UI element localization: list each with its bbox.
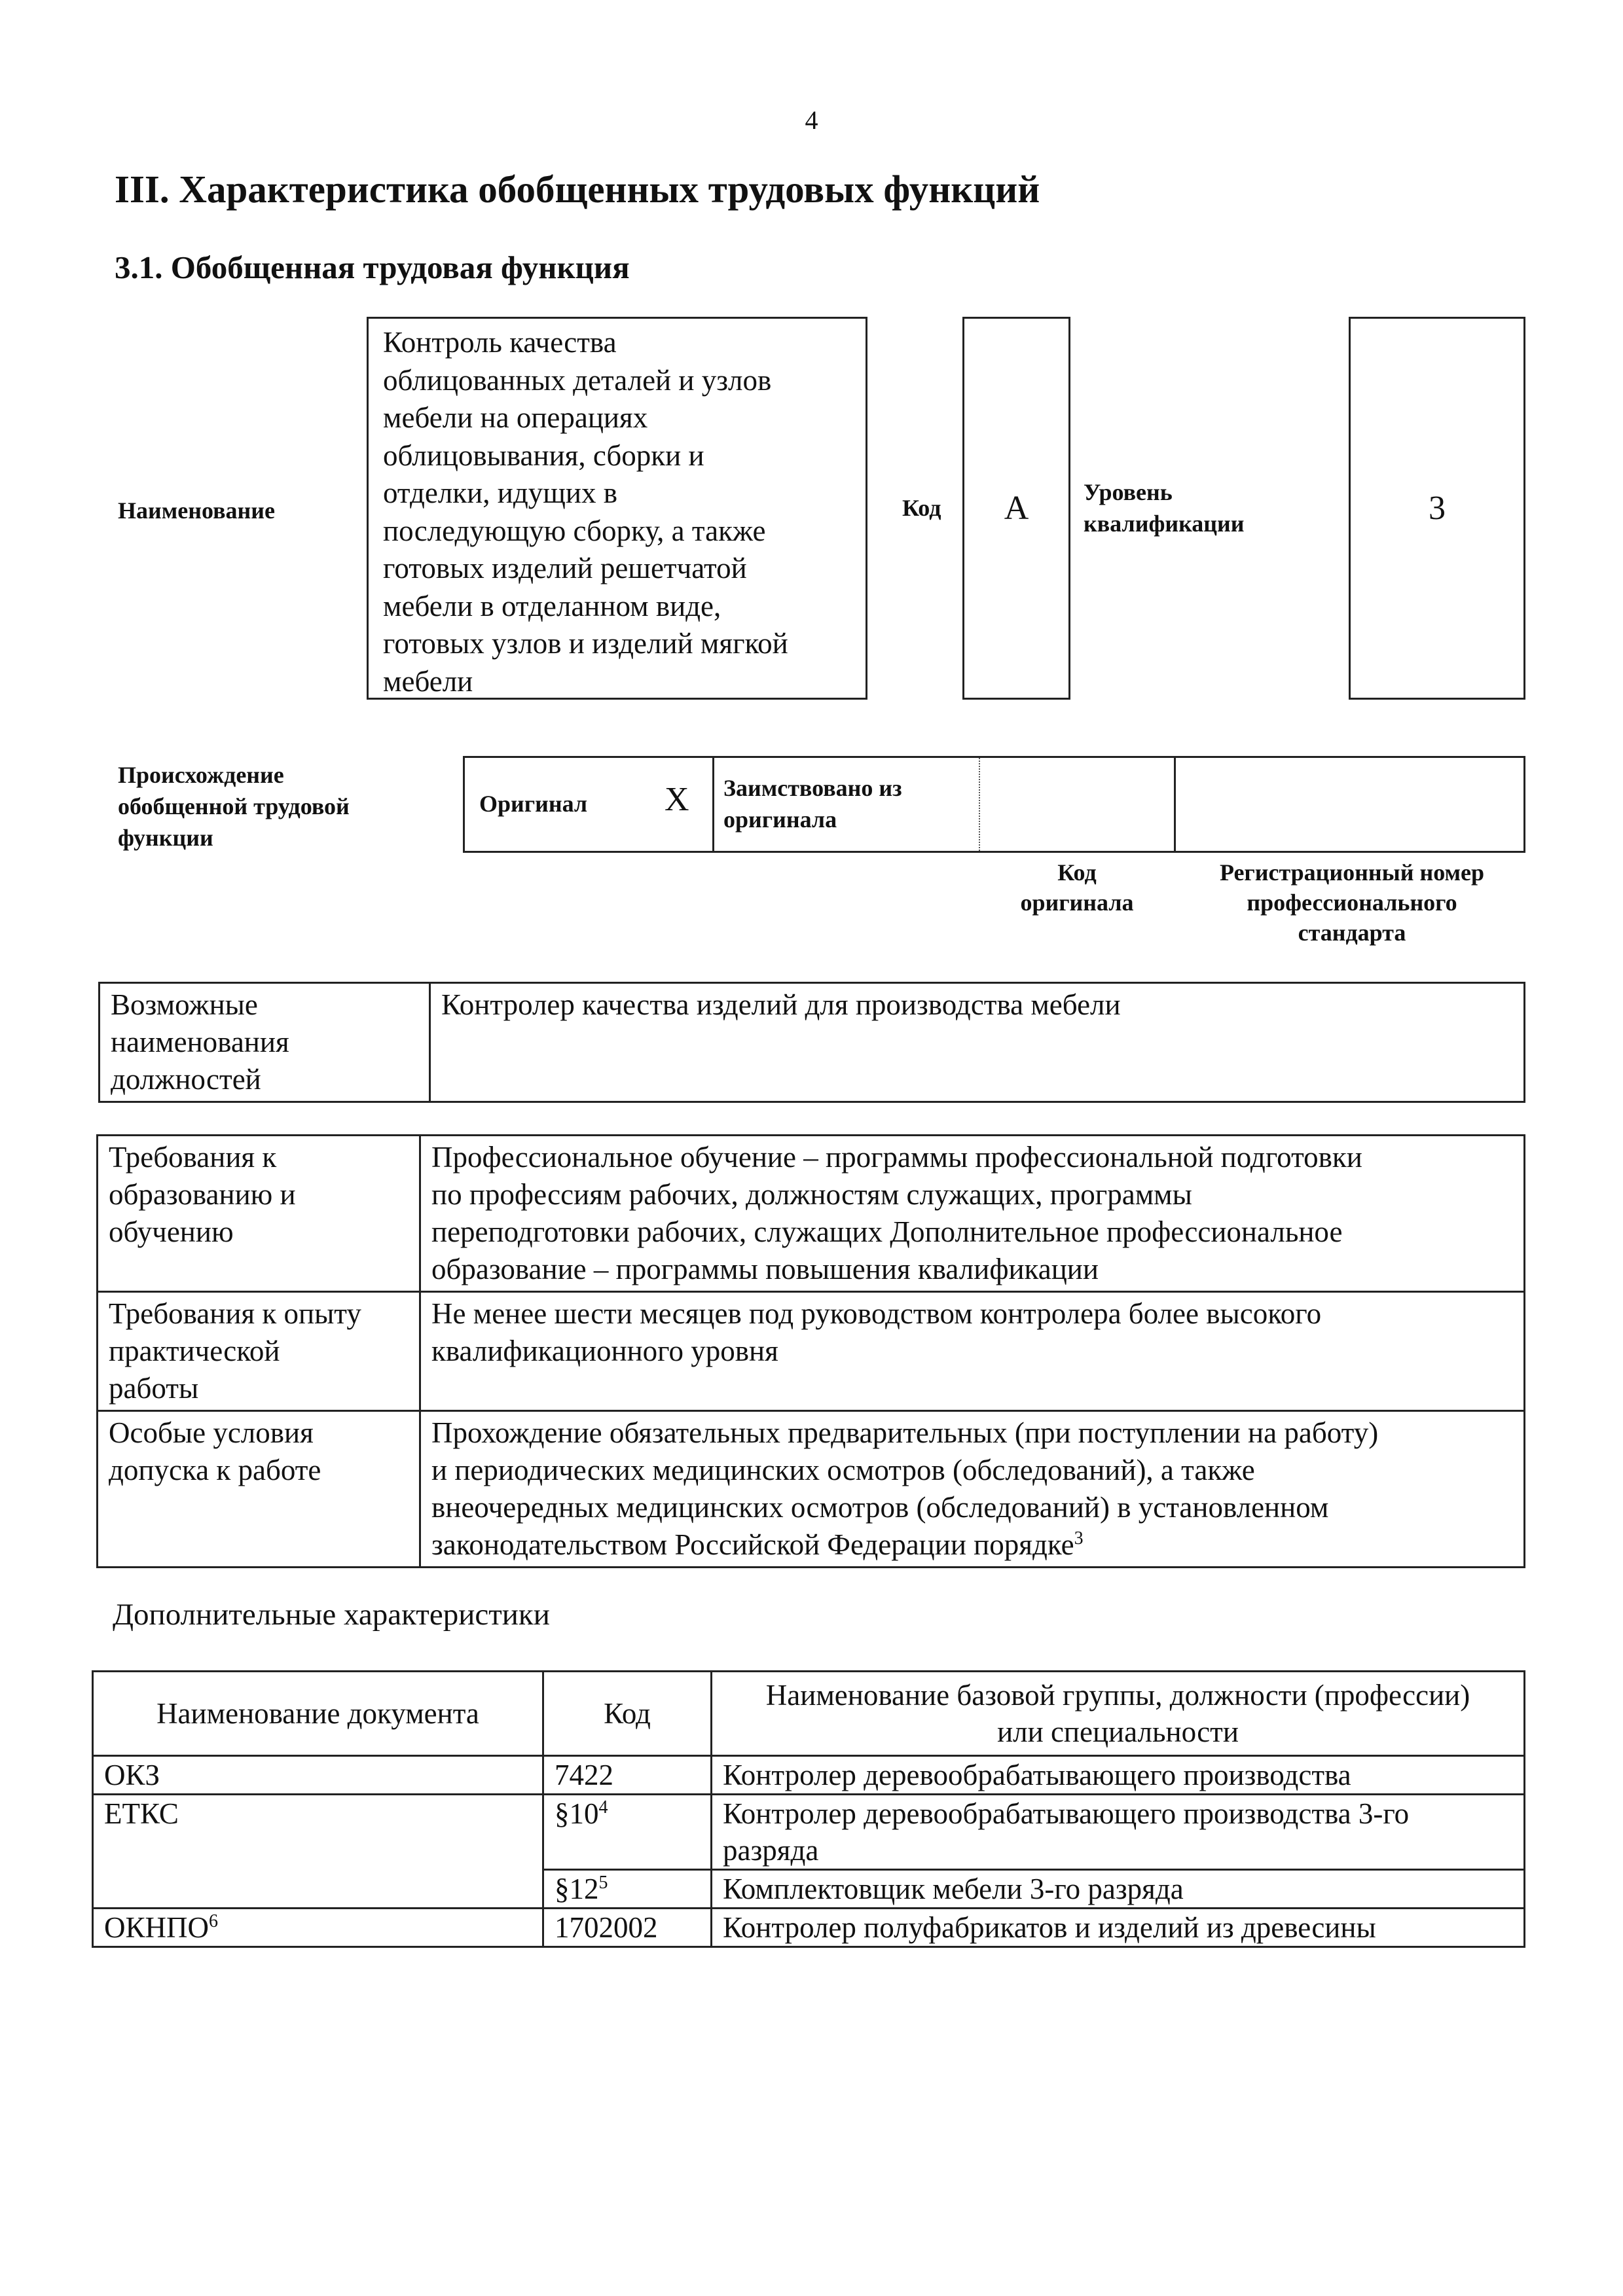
requirement-label <box>98 1136 420 1292</box>
origin-label-line: обобщенной трудовой <box>118 793 350 819</box>
origin-label-line: Происхождение <box>118 762 284 788</box>
origin-label <box>118 759 350 853</box>
header-name-line: или специальности <box>997 1715 1239 1748</box>
header-doc: Наименование документа <box>93 1672 543 1756</box>
code-label: Код <box>902 495 941 521</box>
footnote-mark: 5 <box>598 1873 608 1893</box>
extra-table <box>92 1670 1525 1948</box>
positions-label <box>100 983 430 1102</box>
requirement-label <box>98 1292 420 1411</box>
origin-label-line: функции <box>118 825 213 851</box>
reg-number-line: профессионального <box>1247 889 1457 916</box>
origin-row <box>463 756 1525 853</box>
borrowed-label-line: Заимствовано из <box>723 775 902 801</box>
footnote-mark: 4 <box>598 1797 608 1818</box>
name-oknpo: Контролер полуфабрикатов и изделий из древесины <box>712 1909 1525 1947</box>
origin-divider <box>712 758 714 851</box>
name-line: отделки, идущих в <box>383 476 617 509</box>
requirement-line: по профессиям рабочих, должностям служащих, программы <box>431 1178 1192 1211</box>
name-line: облицовывания, сборки и <box>383 439 704 472</box>
requirement-value <box>420 1136 1525 1292</box>
footnote-mark: 6 <box>209 1911 219 1931</box>
code-original-line: оригинала <box>1020 889 1134 916</box>
code-etks-1-text: §10 <box>555 1797 599 1830</box>
original-label: Оригинал <box>479 791 588 817</box>
code-value: А <box>962 317 1070 700</box>
extra-row-oknpo <box>93 1909 1525 1947</box>
requirement-label-line: Требования к опыту <box>109 1297 361 1330</box>
positions-row <box>100 983 1525 1102</box>
requirement-value <box>420 1411 1525 1568</box>
footnote-mark: 3 <box>1074 1528 1084 1549</box>
section-title: III. Характеристика обобщенных трудовых функций <box>115 168 1040 211</box>
requirement-line: переподготовки рабочих, служащих Дополнительное профессиональное <box>431 1215 1343 1248</box>
positions-value: Контролер качества изделий для производства мебели <box>430 983 1525 1102</box>
name-etks-1 <box>712 1795 1525 1870</box>
requirement-label <box>98 1411 420 1568</box>
doc-okz: ОКЗ <box>93 1756 543 1795</box>
name-label: Наименование <box>118 497 275 524</box>
requirement-label-line: работы <box>109 1372 199 1405</box>
requirement-label-line: образованию и <box>109 1178 296 1211</box>
requirement-line: образование – программы повышения квалификации <box>431 1253 1099 1285</box>
positions-label-line: должностей <box>111 1063 261 1096</box>
page-number: 4 <box>805 105 818 135</box>
borrowed-label <box>723 772 902 851</box>
extra-title: Дополнительные характеристики <box>113 1598 550 1632</box>
name-okz: Контролер деревообрабатывающего производства <box>712 1756 1525 1795</box>
requirement-label-line: Требования к <box>109 1141 277 1174</box>
requirement-line: внеочередных медицинских осмотров (обследований) в установленном <box>431 1491 1329 1524</box>
code-etks-2-text: §12 <box>555 1873 599 1905</box>
code-etks-1 <box>543 1795 712 1870</box>
requirement-line: и периодических медицинских осмотров (обследований), а также <box>431 1454 1255 1486</box>
requirement-line: Не менее шести месяцев под руководством контролера более высокого <box>431 1297 1322 1330</box>
code-okz: 7422 <box>543 1756 712 1795</box>
requirement-row <box>98 1411 1525 1568</box>
name-line: мебели на операциях <box>383 401 648 434</box>
positions-label-line: наименования <box>111 1026 289 1058</box>
requirement-line: Прохождение обязательных предварительных (при поступлении на работу) <box>431 1416 1379 1449</box>
extra-row-okz <box>93 1756 1525 1795</box>
level-label <box>1084 476 1245 539</box>
name-line: последующую сборку, а также <box>383 514 766 547</box>
requirement-label-line: практической <box>109 1335 280 1367</box>
extra-row-etks-1 <box>93 1795 1525 1870</box>
header-name <box>712 1672 1525 1756</box>
requirement-row <box>98 1136 1525 1292</box>
name-line: готовых изделий решетчатой <box>383 552 747 584</box>
requirement-line-text: законодательством Российской Федерации порядке <box>431 1528 1074 1561</box>
reg-number-line: стандарта <box>1298 920 1406 946</box>
name-line: мебели <box>383 664 473 698</box>
code-etks-2 <box>543 1870 712 1909</box>
original-mark: X <box>665 781 689 818</box>
requirement-label-line: обучению <box>109 1215 234 1248</box>
doc-oknpo-text: ОКНПО <box>104 1911 210 1944</box>
doc-etks: ЕТКС <box>93 1795 543 1909</box>
doc-oknpo <box>93 1909 543 1947</box>
borrowed-label-line: оригинала <box>723 806 837 833</box>
header-name-line: Наименование базовой группы, должности (профессии) <box>765 1679 1470 1712</box>
name-line: Контроль качества <box>383 326 617 359</box>
name-etks-1-line: разряда <box>723 1834 819 1867</box>
header-code: Код <box>543 1672 712 1756</box>
name-etks-2: Комплектовщик мебели 3-го разряда <box>712 1870 1525 1909</box>
requirement-value <box>420 1292 1525 1411</box>
origin-dotted-divider <box>979 758 980 851</box>
extra-header-row <box>93 1672 1525 1756</box>
code-oknpo: 1702002 <box>543 1909 712 1947</box>
name-line: облицованных деталей и узлов <box>383 363 772 397</box>
requirement-line <box>431 1526 1513 1564</box>
positions-label-line: Возможные <box>111 988 258 1021</box>
origin-divider <box>1174 758 1176 851</box>
requirement-label-line: допуска к работе <box>109 1454 321 1486</box>
reg-number-label <box>1178 857 1525 948</box>
code-original-label <box>979 857 1175 918</box>
level-value: 3 <box>1349 317 1525 700</box>
name-line: готовых узлов и изделий мягкой <box>383 627 788 660</box>
function-name-box <box>367 317 867 700</box>
level-label-line: квалификации <box>1084 511 1245 537</box>
requirement-line: Профессиональное обучение – программы профессиональной подготовки <box>431 1141 1362 1174</box>
name-etks-1-line: Контролер деревообрабатывающего производства 3-го <box>723 1797 1410 1830</box>
requirement-row <box>98 1292 1525 1411</box>
requirement-line: квалификационного уровня <box>431 1335 778 1367</box>
positions-table <box>98 982 1525 1103</box>
subsection-title: 3.1. Обобщенная трудовая функция <box>115 249 630 285</box>
code-original-line: Код <box>1057 859 1097 886</box>
requirement-label-line: Особые условия <box>109 1416 314 1449</box>
level-label-line: Уровень <box>1084 479 1173 505</box>
reg-number-line: Регистрационный номер <box>1219 859 1485 886</box>
name-line: мебели в отделанном виде, <box>383 589 721 622</box>
requirements-table <box>96 1134 1525 1568</box>
